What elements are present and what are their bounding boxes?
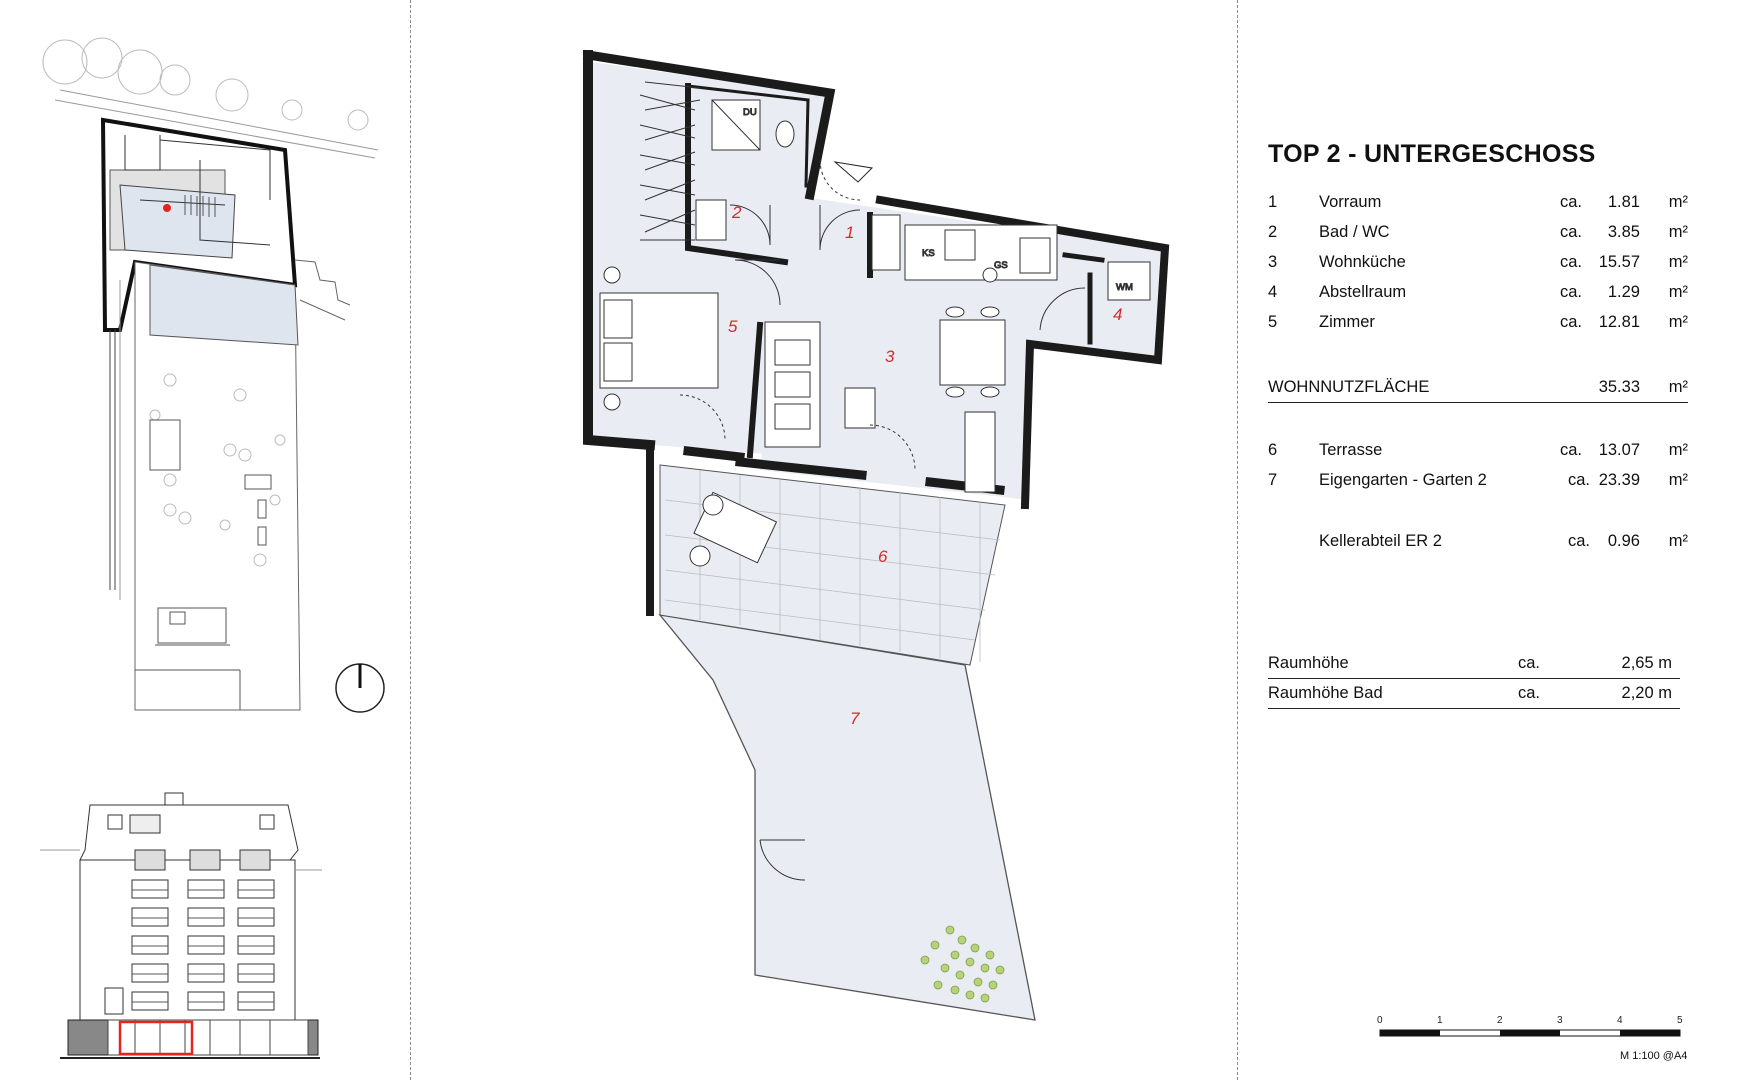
outdoor-row — [1268, 471, 1688, 495]
room-number-1: 1 — [845, 223, 855, 242]
storage-fixtures — [1108, 262, 1150, 300]
outdoor-value: 23.39 — [1598, 471, 1640, 489]
room-row — [1268, 313, 1688, 337]
room-number-5: 5 — [728, 317, 738, 336]
outdoor-unit: m² — [1668, 471, 1688, 489]
outdoor-unit: m² — [1668, 441, 1688, 459]
room-ca: ca. — [1560, 313, 1583, 331]
room-value: 1.81 — [1607, 193, 1640, 211]
height-value: 2,65 m — [1621, 654, 1672, 672]
room-name: Zimmer — [1319, 313, 1375, 331]
cellar-name: Kellerabteil ER 2 — [1319, 532, 1442, 550]
room-num: 4 — [1268, 283, 1278, 301]
room-unit: m² — [1668, 283, 1688, 301]
location-marker — [163, 204, 171, 212]
sink — [945, 230, 975, 260]
room-number-7: 7 — [850, 709, 860, 728]
cellar-row — [1268, 532, 1688, 556]
room-number-4: 4 — [1113, 305, 1123, 324]
washing-machine — [1108, 262, 1150, 300]
room-name: Abstellraum — [1319, 283, 1407, 301]
room-value: 15.57 — [1598, 253, 1640, 271]
washbasin — [696, 200, 726, 240]
total-unit: m² — [1668, 378, 1688, 396]
scale-bar — [1377, 1015, 1683, 1036]
dining-table — [940, 320, 1005, 385]
room-name: Vorraum — [1319, 193, 1382, 211]
room-value: 12.81 — [1598, 313, 1640, 331]
room-number-3: 3 — [885, 347, 895, 366]
room-row — [1268, 193, 1688, 217]
label-du: DU — [743, 107, 757, 118]
cellar-value: 0.96 — [1607, 532, 1640, 550]
scale-tick-3: 3 — [1557, 1015, 1563, 1026]
cellar-unit: m² — [1668, 532, 1688, 550]
total-value: 35.33 — [1598, 378, 1640, 396]
room-unit: m² — [1668, 223, 1688, 241]
scale-tick-5: 5 — [1677, 1015, 1683, 1026]
floor-plan — [588, 55, 1165, 1020]
room-value: 3.85 — [1607, 223, 1640, 241]
room-name: Bad / WC — [1319, 223, 1390, 241]
room-num: 3 — [1268, 253, 1278, 271]
height-row — [1268, 654, 1680, 679]
room-unit: m² — [1668, 253, 1688, 271]
room-num: 2 — [1268, 223, 1278, 241]
label-ks: KS — [922, 248, 935, 259]
building-elevation — [40, 793, 322, 1058]
room-num: 5 — [1268, 313, 1278, 331]
room-num: 1 — [1268, 193, 1278, 211]
room-ca: ca. — [1560, 223, 1583, 241]
outdoor-name: Eigengarten - Garten 2 — [1319, 471, 1487, 489]
scale-tick-0: 0 — [1377, 1015, 1383, 1026]
total-row — [1268, 378, 1688, 403]
scale-note: M 1:100 @A4 — [1620, 1050, 1688, 1062]
outdoor-num: 6 — [1268, 441, 1278, 459]
room-row — [1268, 283, 1688, 307]
toilet-icon — [776, 121, 794, 147]
coffee-table — [845, 388, 875, 428]
room-unit: m² — [1668, 193, 1688, 211]
height-ca: ca. — [1518, 684, 1541, 702]
room-ca: ca. — [1560, 253, 1583, 271]
plan-title: TOP 2 - UNTERGESCHOSS — [1268, 140, 1596, 168]
outdoor-value: 13.07 — [1598, 441, 1640, 459]
scale-tick-2: 2 — [1497, 1015, 1503, 1026]
kitchen — [905, 225, 1057, 282]
entrance-arrow-icon — [835, 162, 872, 182]
garden-area — [660, 615, 1035, 1020]
room-number-2: 2 — [732, 203, 742, 222]
room-ca: ca. — [1560, 283, 1583, 301]
scale-tick-4: 4 — [1617, 1015, 1623, 1026]
height-label: Raumhöhe — [1268, 654, 1349, 672]
room-row — [1268, 223, 1688, 247]
total-label: WOHNNUTZFLÄCHE — [1268, 378, 1430, 396]
wardrobe-entry — [872, 215, 900, 270]
room-value: 1.29 — [1607, 283, 1640, 301]
room-ca: ca. — [1560, 193, 1583, 211]
height-ca: ca. — [1518, 654, 1541, 672]
room-unit: m² — [1668, 313, 1688, 331]
label-gs: GS — [994, 260, 1008, 271]
height-row — [1268, 684, 1680, 709]
outdoor-row — [1268, 441, 1688, 465]
room-name: Wohnküche — [1319, 253, 1406, 271]
site-plan — [43, 38, 384, 712]
sideboard — [965, 412, 995, 492]
room-number-6: 6 — [878, 547, 888, 566]
label-wm: WM — [1116, 282, 1133, 293]
outdoor-name: Terrasse — [1319, 441, 1383, 459]
height-value: 2,20 m — [1621, 684, 1672, 702]
site-trees — [43, 38, 368, 130]
outdoor-num: 7 — [1268, 471, 1278, 489]
cellar-ca: ca. — [1568, 532, 1591, 550]
outdoor-ca: ca. — [1568, 471, 1591, 489]
room-row — [1268, 253, 1688, 277]
height-label: Raumhöhe Bad — [1268, 684, 1383, 702]
scale-tick-1: 1 — [1437, 1015, 1443, 1026]
outdoor-ca: ca. — [1560, 441, 1583, 459]
